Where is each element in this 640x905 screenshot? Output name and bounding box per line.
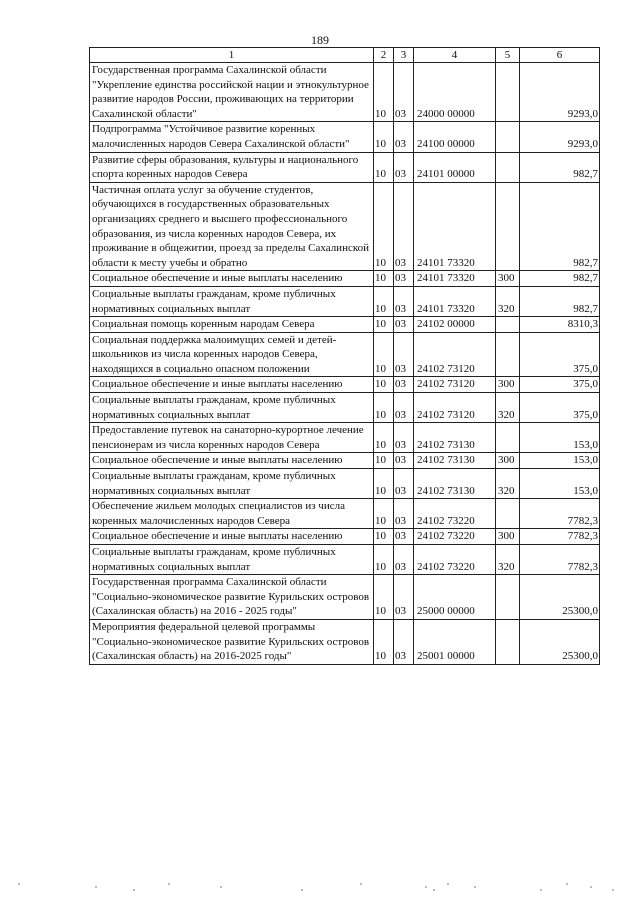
row-name-cell: Социальные выплаты гражданам, кроме публичных нормативных социальных выплат (90, 545, 374, 575)
row-name-cell: Социальные выплаты гражданам, кроме публичных нормативных социальных выплат (90, 393, 374, 423)
row-subsection-cell: 03 (394, 182, 414, 271)
table-row (90, 393, 600, 423)
row-section-cell: 10 (374, 469, 394, 499)
row-target-code-cell: 25000 00000 (414, 575, 496, 620)
row-section-cell: 10 (374, 453, 394, 469)
table-row (90, 332, 600, 377)
row-amount-cell: 982,7 (520, 271, 600, 287)
row-section-cell: 10 (374, 377, 394, 393)
header-cell: 6 (520, 48, 600, 63)
row-subsection-cell: 03 (394, 499, 414, 529)
row-expense-type-cell (496, 63, 520, 122)
table-row (90, 619, 600, 664)
row-section-cell: 10 (374, 575, 394, 620)
row-section-cell: 10 (374, 286, 394, 316)
row-amount-cell: 25300,0 (520, 619, 600, 664)
table-row (90, 271, 600, 287)
row-amount-cell: 375,0 (520, 393, 600, 423)
row-amount-cell: 25300,0 (520, 575, 600, 620)
row-subsection-cell: 03 (394, 332, 414, 377)
page-number: 189 (311, 33, 329, 47)
header-cell: 3 (394, 48, 414, 63)
row-subsection-cell: 03 (394, 423, 414, 453)
row-target-code-cell: 24102 73120 (414, 377, 496, 393)
scan-speck (474, 886, 476, 888)
row-section-cell: 10 (374, 332, 394, 377)
row-amount-cell: 8310,3 (520, 317, 600, 333)
row-target-code-cell: 24101 73320 (414, 182, 496, 271)
header-cell: 1 (90, 48, 374, 63)
row-section-cell: 10 (374, 152, 394, 182)
row-name-cell: Мероприятия федеральной целевой программы "Социально-экономическое развитие Курильских островов (Сахалинская область) на 2016-2025 годы" (90, 619, 374, 664)
row-amount-cell: 7782,3 (520, 499, 600, 529)
scan-speck (301, 889, 303, 891)
row-amount-cell: 982,7 (520, 182, 600, 271)
row-subsection-cell: 03 (394, 545, 414, 575)
row-subsection-cell: 03 (394, 393, 414, 423)
table-header-row (90, 48, 600, 63)
budget-table-body (90, 48, 600, 665)
scan-speck (566, 883, 568, 885)
row-expense-type-cell: 320 (496, 286, 520, 316)
header-cell: 2 (374, 48, 394, 63)
row-target-code-cell: 24102 73130 (414, 453, 496, 469)
row-name-cell: Государственная программа Сахалинской области "Социально-экономическое развитие Курильских островов (Сахалинская область) на 2016 - 2025 годы" (90, 575, 374, 620)
row-name-cell: Государственная программа Сахалинской области "Укрепление единства российской нации и этнокультурное развитие народов России, проживающих на территории Сахалинской области" (90, 63, 374, 122)
row-name-cell: Социальное обеспечение и иные выплаты населению (90, 453, 374, 469)
table-row (90, 545, 600, 575)
row-name-cell: Социальное обеспечение и иные выплаты населению (90, 377, 374, 393)
row-target-code-cell: 24102 00000 (414, 317, 496, 333)
row-name-cell: Предоставление путевок на санаторно-курортное лечение пенсионерам из числа коренных народов Севера (90, 423, 374, 453)
row-subsection-cell: 03 (394, 619, 414, 664)
row-expense-type-cell: 300 (496, 271, 520, 287)
row-name-cell: Частичная оплата услуг за обучение студентов, обучающихся в государственных образовательных организациях среднего и высшего профессионального образования, из числа коренных народов Севера, их проживание в общежитии, проезд за пределы Сахалинской области к месту учебы и обратно (90, 182, 374, 271)
row-target-code-cell: 24101 73320 (414, 271, 496, 287)
row-target-code-cell: 24102 73220 (414, 545, 496, 575)
row-section-cell: 10 (374, 545, 394, 575)
row-name-cell: Обеспечение жильем молодых специалистов из числа коренных малочисленных народов Севера (90, 499, 374, 529)
table-row (90, 286, 600, 316)
row-amount-cell: 9293,0 (520, 122, 600, 152)
row-section-cell: 10 (374, 122, 394, 152)
row-section-cell: 10 (374, 619, 394, 664)
row-subsection-cell: 03 (394, 63, 414, 122)
row-expense-type-cell: 300 (496, 377, 520, 393)
scan-edge-specks (0, 883, 640, 895)
row-name-cell: Социальные выплаты гражданам, кроме публичных нормативных социальных выплат (90, 469, 374, 499)
table-row (90, 529, 600, 545)
table-row (90, 122, 600, 152)
row-subsection-cell: 03 (394, 317, 414, 333)
table-row (90, 182, 600, 271)
row-section-cell: 10 (374, 423, 394, 453)
scan-speck (433, 889, 435, 891)
row-subsection-cell: 03 (394, 286, 414, 316)
row-expense-type-cell (496, 332, 520, 377)
row-amount-cell: 153,0 (520, 469, 600, 499)
row-amount-cell: 7782,3 (520, 529, 600, 545)
row-subsection-cell: 03 (394, 529, 414, 545)
table-row (90, 423, 600, 453)
header-cell: 5 (496, 48, 520, 63)
row-subsection-cell: 03 (394, 469, 414, 499)
row-target-code-cell: 24102 73220 (414, 499, 496, 529)
row-target-code-cell: 24102 73220 (414, 529, 496, 545)
row-section-cell: 10 (374, 271, 394, 287)
budget-table (89, 47, 600, 665)
row-expense-type-cell: 300 (496, 453, 520, 469)
row-amount-cell: 375,0 (520, 332, 600, 377)
scan-speck (360, 883, 362, 885)
row-section-cell: 10 (374, 499, 394, 529)
row-expense-type-cell: 320 (496, 393, 520, 423)
table-row (90, 575, 600, 620)
row-expense-type-cell (496, 122, 520, 152)
row-amount-cell: 153,0 (520, 453, 600, 469)
scan-speck (590, 886, 592, 888)
row-target-code-cell: 25001 00000 (414, 619, 496, 664)
table-row (90, 453, 600, 469)
row-name-cell: Социальная поддержка малоимущих семей и детей-школьников из числа коренных народов Севера, находящихся в социально опасном положении (90, 332, 374, 377)
row-subsection-cell: 03 (394, 377, 414, 393)
row-section-cell: 10 (374, 317, 394, 333)
row-target-code-cell: 24102 73130 (414, 423, 496, 453)
row-expense-type-cell: 320 (496, 469, 520, 499)
row-target-code-cell: 24100 00000 (414, 122, 496, 152)
row-amount-cell: 375,0 (520, 377, 600, 393)
table-row (90, 499, 600, 529)
row-amount-cell: 153,0 (520, 423, 600, 453)
row-section-cell: 10 (374, 393, 394, 423)
row-target-code-cell: 24101 00000 (414, 152, 496, 182)
row-subsection-cell: 03 (394, 152, 414, 182)
row-target-code-cell: 24102 73120 (414, 332, 496, 377)
row-name-cell: Социальная помощь коренным народам Севера (90, 317, 374, 333)
row-expense-type-cell (496, 152, 520, 182)
table-row (90, 469, 600, 499)
row-name-cell: Социальные выплаты гражданам, кроме публичных нормативных социальных выплат (90, 286, 374, 316)
scan-speck (95, 886, 97, 888)
scan-speck (133, 889, 135, 891)
scan-speck (168, 883, 170, 885)
row-subsection-cell: 03 (394, 271, 414, 287)
row-target-code-cell: 24101 73320 (414, 286, 496, 316)
row-expense-type-cell (496, 182, 520, 271)
scan-speck (540, 889, 542, 891)
scan-speck (18, 883, 20, 885)
row-expense-type-cell (496, 423, 520, 453)
row-expense-type-cell: 300 (496, 529, 520, 545)
row-target-code-cell: 24102 73120 (414, 393, 496, 423)
row-amount-cell: 7782,3 (520, 545, 600, 575)
row-name-cell: Развитие сферы образования, культуры и национального спорта коренных народов Севера (90, 152, 374, 182)
row-expense-type-cell (496, 499, 520, 529)
table-row (90, 63, 600, 122)
scan-speck (220, 886, 222, 888)
table-row (90, 152, 600, 182)
row-target-code-cell: 24000 00000 (414, 63, 496, 122)
table-row (90, 317, 600, 333)
row-subsection-cell: 03 (394, 122, 414, 152)
row-subsection-cell: 03 (394, 575, 414, 620)
row-section-cell: 10 (374, 63, 394, 122)
row-target-code-cell: 24102 73130 (414, 469, 496, 499)
scan-speck (612, 889, 614, 891)
header-cell: 4 (414, 48, 496, 63)
row-expense-type-cell (496, 317, 520, 333)
row-name-cell: Подпрограмма "Устойчивое развитие коренных малочисленных народов Севера Сахалинской области" (90, 122, 374, 152)
row-amount-cell: 9293,0 (520, 63, 600, 122)
row-subsection-cell: 03 (394, 453, 414, 469)
row-section-cell: 10 (374, 182, 394, 271)
row-name-cell: Социальное обеспечение и иные выплаты населению (90, 529, 374, 545)
scan-speck (425, 886, 427, 888)
row-amount-cell: 982,7 (520, 152, 600, 182)
row-section-cell: 10 (374, 529, 394, 545)
row-expense-type-cell (496, 619, 520, 664)
table-row (90, 377, 600, 393)
scan-speck (447, 883, 449, 885)
row-expense-type-cell: 320 (496, 545, 520, 575)
row-expense-type-cell (496, 575, 520, 620)
row-amount-cell: 982,7 (520, 286, 600, 316)
row-name-cell: Социальное обеспечение и иные выплаты населению (90, 271, 374, 287)
